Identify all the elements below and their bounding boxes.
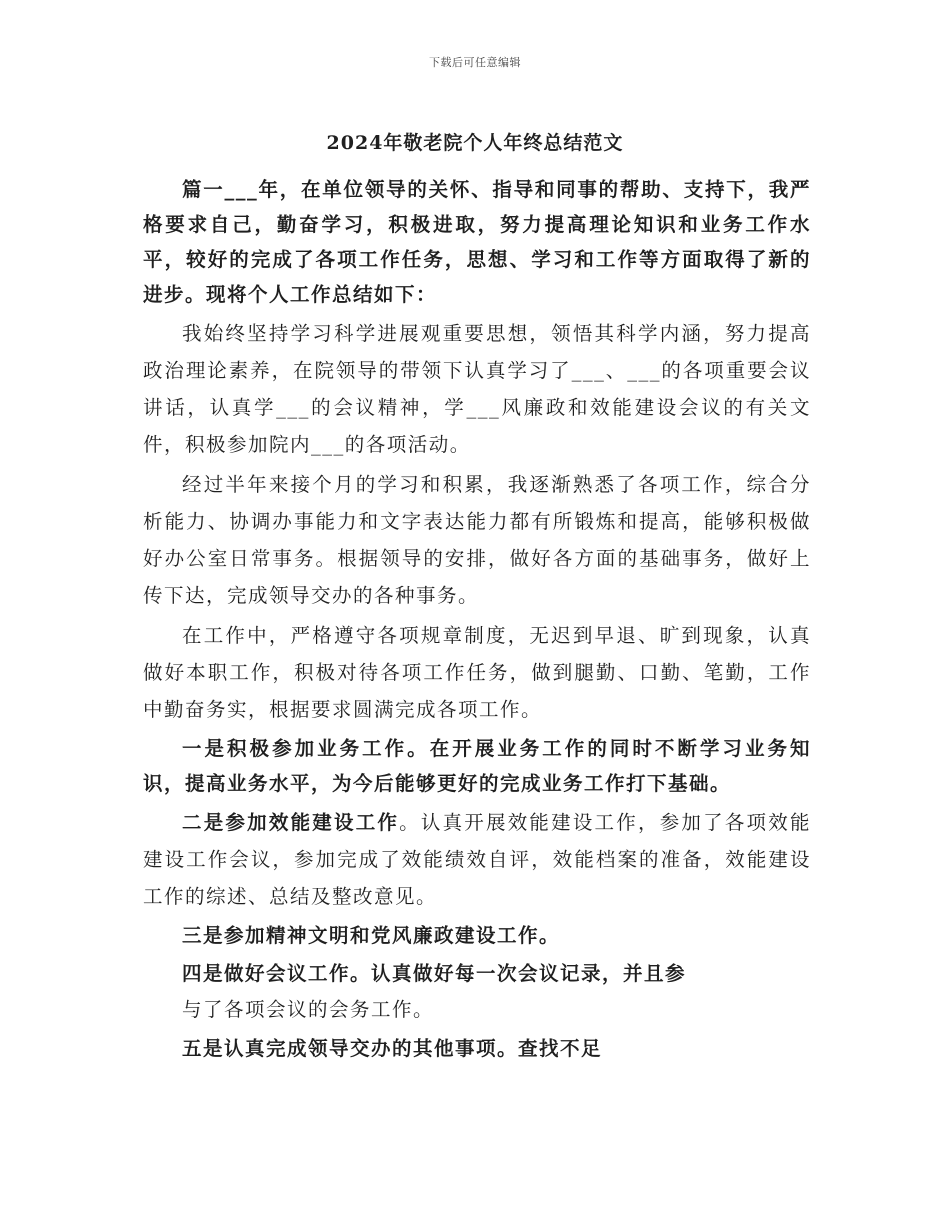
item-five-other-tasks: 五是认真完成领导交办的其他事项。查找不足 <box>182 1037 603 1060</box>
item-one-business-work: 一是积极参加业务工作。在开展业务工作的同时不断学习业务知识，提高业务水平，为今后能够更好的完成业务工作打下基础。 <box>143 737 811 795</box>
item-two-lead: 二是参加效能建设工作 <box>182 811 400 834</box>
paragraph-discipline: 在工作中，严格遵守各项规章制度，无迟到早退、旷到现象，认真做好本职工作，积极对待各项工作任务，做到腿勤、口勤、笔勤，工作中勤奋务实，根据要求圆满完成各项工作。 <box>143 624 811 721</box>
document-title: 2024年敬老院个人年终总结范文 <box>326 132 624 154</box>
paragraph-experience: 经过半年来接个月的学习和积累，我逐渐熟悉了各项工作，综合分析能力、协调办事能力和文字表达能力都有所锻炼和提高，能够积极做好办公室日常事务。根据领导的安排，做好各方面的基础事务，做好上传下达，完成领导交办的各种事务。 <box>143 473 811 607</box>
document-body <box>143 172 811 1066</box>
item-three-civilization: 三是参加精神文明和党风廉政建设工作。 <box>182 924 561 947</box>
intro-paragraph: 篇一___年，在单位领导的关怀、指导和同事的帮助、支持下，我严格要求自己，勤奋学习，积极进取，努力提高理论知识和业务工作水平，较好的完成了各项工作任务，思想、学习和工作等方面取得了新的进步。现将个人工作总结如下： <box>143 178 811 306</box>
item-two-efficiency-work <box>143 804 811 915</box>
item-four-continuation: 与了各项会议的会务工作。 <box>182 998 435 1021</box>
paragraph-study: 我始终坚持学习科学进展观重要思想，领悟其科学内涵，努力提高政治理论素养，在院领导的带领下认真学习了___、___的各项重要会议讲话，认真学___的会议精神，学___风廉政和效能建设会议的有关文件，积极参加院内___的各项活动。 <box>143 322 811 456</box>
page-header-note: 下载后可任意编辑 <box>429 56 521 69</box>
item-two-rest: 。认真开展效能建设工作，参加了各项效能建设工作会议，参加完成了效能绩效自评，效能档案的准备，效能建设工作的综述、总结及整改意见。 <box>143 811 811 908</box>
item-four-meetings: 四是做好会议工作。认真做好每一次会议记录，并且参 <box>182 962 687 985</box>
